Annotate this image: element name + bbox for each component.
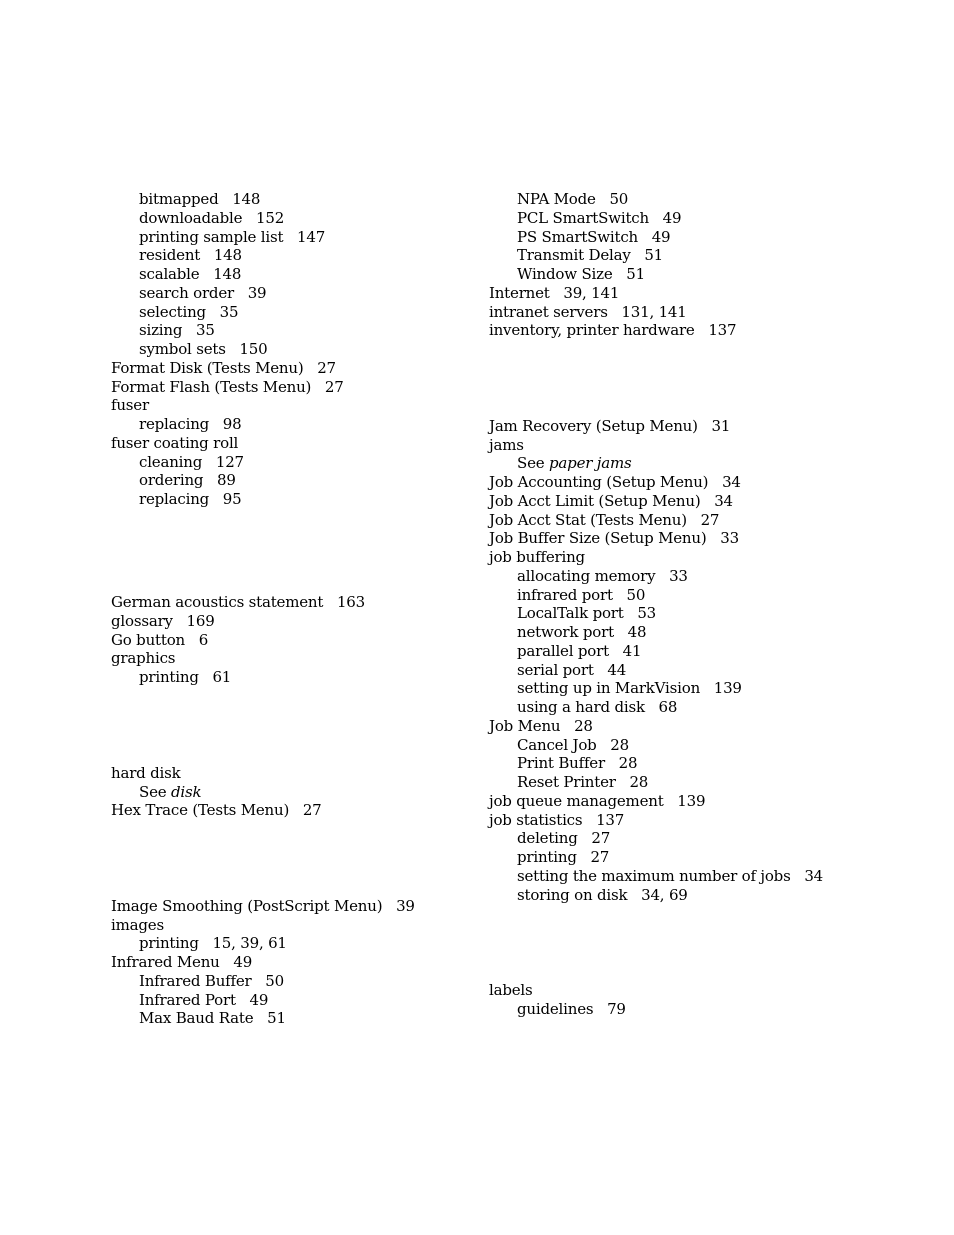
index-page-numbers: 50	[626, 585, 646, 604]
index-term: using a hard disk	[517, 698, 645, 717]
index-page-numbers: 27	[700, 510, 720, 529]
index-subentry	[111, 415, 491, 434]
index-entry	[489, 436, 889, 455]
index-page-numbers: 27	[324, 377, 344, 396]
index-subentry	[489, 586, 889, 605]
index-page-numbers: 34	[714, 491, 733, 510]
index-page-numbers: 50	[265, 971, 284, 990]
index-subentry	[111, 668, 491, 687]
index-page-numbers: 34	[804, 866, 823, 885]
index-page-numbers: 147	[297, 227, 326, 246]
index-term: symbol sets	[139, 340, 226, 358]
index-term: intranet servers	[489, 302, 608, 321]
index-page-numbers: 79	[607, 1000, 626, 1018]
index-term: Reset Printer	[517, 773, 616, 792]
index-entry	[111, 649, 491, 668]
index-term: printing	[517, 848, 577, 867]
index-term: Job Buffer Size (Setup Menu)	[489, 529, 707, 548]
index-term: fuser coating roll	[111, 433, 239, 452]
index-column-right	[489, 190, 889, 1019]
index-term: sizing	[139, 321, 183, 340]
index-term: NPA Mode	[517, 190, 596, 208]
index-subentry	[489, 829, 889, 848]
index-term: inventory, printer hardware	[489, 321, 695, 340]
see-target: disk	[171, 782, 202, 801]
index-term: Job Acct Stat (Tests Menu)	[489, 510, 687, 529]
index-term: downloadable	[139, 208, 243, 227]
index-term: infrared port	[517, 585, 613, 604]
index-subentry	[489, 604, 889, 623]
index-page-numbers: 163	[336, 593, 365, 612]
index-subentry	[489, 679, 889, 698]
index-term: LocalTalk port	[517, 604, 624, 623]
index-term: Print Buffer	[517, 754, 605, 773]
index-subentry	[111, 490, 491, 509]
index-page-numbers: 27	[590, 848, 610, 867]
index-subentry	[111, 934, 491, 953]
index-term: cleaning	[139, 452, 203, 471]
index-term: bitmapped	[139, 190, 219, 208]
index-term: Transmit Delay	[517, 246, 631, 265]
index-subentry	[489, 1000, 889, 1019]
index-term: Infrared Port	[139, 990, 236, 1009]
index-page-numbers: 127	[215, 452, 244, 471]
index-subentry	[489, 623, 889, 642]
index-page-numbers: 48	[627, 623, 647, 642]
index-term: scalable	[139, 265, 200, 283]
index-page-numbers: 27	[317, 358, 336, 377]
index-entry	[111, 593, 491, 612]
index-page-numbers: 131, 141	[621, 302, 687, 321]
index-term: Go button	[111, 630, 185, 649]
index-entry	[489, 811, 889, 830]
index-term: storing on disk	[517, 885, 628, 904]
index-subentry	[111, 209, 491, 228]
index-subentry	[111, 246, 491, 265]
index-subentry	[489, 754, 889, 773]
index-term: Hex Trace (Tests Menu)	[111, 801, 290, 820]
index-page-numbers: 137	[596, 810, 625, 829]
index-term: allocating memory	[517, 566, 656, 585]
index-entry	[111, 897, 491, 916]
index-entry	[489, 321, 889, 340]
see-prefix: See	[139, 782, 167, 801]
index-page-numbers: 68	[658, 698, 678, 717]
index-term: jams	[489, 435, 524, 454]
index-term: images	[111, 915, 164, 934]
index-subentry	[489, 209, 889, 228]
index-subentry	[489, 773, 889, 792]
index-entry	[489, 511, 889, 530]
index-term: printing	[139, 934, 199, 953]
index-term: job buffering	[489, 548, 585, 567]
index-entry	[111, 396, 491, 415]
see-prefix: See	[517, 454, 545, 473]
index-subentry	[111, 991, 491, 1010]
index-page-numbers: 150	[239, 340, 268, 358]
index-subentry	[489, 886, 889, 905]
index-page-numbers: 51	[626, 265, 645, 283]
index-term: Max Baud Rate	[139, 1009, 254, 1028]
index-entry	[111, 434, 491, 453]
index-entry	[111, 764, 491, 783]
index-page-numbers: 34, 69	[641, 885, 688, 904]
index-entry	[489, 981, 889, 1000]
index-term: setting the maximum number of jobs	[517, 866, 791, 885]
index-subentry	[489, 867, 889, 886]
index-subentry	[489, 661, 889, 680]
index-entry	[489, 473, 889, 492]
index-page-numbers: 27	[302, 801, 322, 820]
index-term: Job Acct Limit (Setup Menu)	[489, 491, 701, 510]
index-subentry	[489, 190, 889, 209]
index-page-numbers: 33	[669, 566, 688, 585]
index-page-numbers: 35	[195, 321, 215, 340]
index-entry	[489, 492, 889, 511]
index-term: replacing	[139, 490, 210, 508]
index-term: Cancel Job	[517, 735, 597, 754]
index-page-numbers: 148	[232, 190, 261, 208]
letter-group-spacer	[489, 340, 889, 417]
index-page-numbers: 39, 141	[563, 283, 620, 302]
index-term: glossary	[111, 611, 173, 630]
index-entry	[111, 378, 491, 397]
index-subentry	[489, 228, 889, 247]
index-subentry	[111, 190, 491, 209]
index-page-numbers: 49	[651, 227, 671, 246]
index-subentry	[111, 453, 491, 472]
index-term: Format Disk (Tests Menu)	[111, 358, 304, 377]
index-term: Internet	[489, 283, 550, 302]
index-term: graphics	[111, 649, 176, 668]
index-page-numbers: 39	[247, 283, 267, 302]
index-term: ordering	[139, 471, 204, 490]
index-see-reference	[489, 454, 889, 473]
index-page-numbers: 28	[618, 754, 638, 773]
index-subentry	[111, 265, 491, 284]
index-page-numbers: 28	[574, 716, 593, 735]
index-page-numbers: 33	[720, 529, 739, 548]
index-term: Job Menu	[489, 716, 561, 735]
index-page-numbers: 148	[213, 246, 242, 265]
index-term: labels	[489, 981, 533, 1000]
index-page-numbers: 61	[212, 668, 232, 687]
letter-group-spacer	[111, 820, 491, 897]
index-term: search order	[139, 283, 234, 302]
index-term: printing	[139, 668, 199, 687]
index-term: deleting	[517, 829, 578, 848]
index-page-numbers: 49	[233, 953, 253, 972]
index-page-numbers: 28	[610, 735, 629, 754]
index-term: replacing	[139, 415, 210, 433]
index-subentry	[489, 567, 889, 586]
index-entry	[111, 801, 491, 820]
index-page-numbers: 41	[622, 641, 642, 660]
index-subentry	[489, 736, 889, 755]
index-term: serial port	[517, 660, 594, 679]
index-term: setting up in MarkVision	[517, 679, 701, 698]
index-entry	[489, 284, 889, 303]
index-see-reference	[111, 783, 491, 802]
index-entry	[489, 792, 889, 811]
index-page-numbers: 15, 39, 61	[212, 934, 287, 953]
index-term: Jam Recovery (Setup Menu)	[489, 416, 698, 435]
index-term: resident	[139, 246, 201, 265]
index-term: Infrared Buffer	[139, 971, 252, 990]
see-target: paper jams	[549, 454, 632, 473]
index-page-numbers: 39	[396, 896, 415, 915]
index-term: PS SmartSwitch	[517, 227, 638, 246]
index-entry	[111, 953, 491, 972]
index-page-numbers: 139	[713, 679, 742, 698]
index-page-numbers: 148	[213, 265, 242, 283]
index-term: hard disk	[111, 763, 181, 782]
letter-group-spacer	[489, 904, 889, 981]
index-subentry	[111, 1009, 491, 1028]
index-page-numbers: 34	[722, 473, 741, 492]
index-page-numbers: 169	[186, 611, 215, 630]
index-subentry	[111, 972, 491, 991]
index-term: Image Smoothing (PostScript Menu)	[111, 896, 383, 915]
index-page-numbers: 95	[222, 490, 242, 508]
index-term: PCL SmartSwitch	[517, 208, 649, 227]
index-page-numbers: 6	[198, 630, 209, 649]
index-page-numbers: 139	[677, 791, 706, 810]
index-entry	[489, 717, 889, 736]
index-page-numbers: 98	[222, 415, 242, 433]
index-page-numbers: 51	[644, 246, 664, 265]
index-page-numbers: 89	[217, 471, 236, 490]
index-page-numbers: 53	[637, 604, 657, 623]
index-page-numbers: 35	[219, 302, 239, 321]
index-entry	[111, 631, 491, 650]
index-subentry	[111, 471, 491, 490]
index-page-numbers: 49	[662, 208, 682, 227]
index-term: parallel port	[517, 641, 609, 660]
index-term: Window Size	[517, 265, 613, 283]
index-term: job queue management	[489, 791, 664, 810]
index-entry	[489, 303, 889, 322]
index-subentry	[489, 265, 889, 284]
index-term: guidelines	[517, 1000, 594, 1018]
index-page-numbers: 31	[711, 416, 731, 435]
index-term: printing sample list	[139, 227, 284, 246]
index-subentry	[489, 642, 889, 661]
index-column-left	[111, 190, 491, 1028]
index-page-numbers: 44	[607, 660, 627, 679]
index-term: job statistics	[489, 810, 583, 829]
index-page-numbers: 152	[256, 208, 285, 227]
index-term: network port	[517, 623, 614, 642]
index-term: Job Accounting (Setup Menu)	[489, 473, 709, 492]
index-entry	[111, 359, 491, 378]
index-page-numbers: 28	[629, 773, 649, 792]
index-subentry	[111, 321, 491, 340]
index-entry	[111, 916, 491, 935]
index-entry	[111, 612, 491, 631]
index-entry	[489, 417, 889, 436]
index-subentry	[111, 303, 491, 322]
index-entry	[489, 548, 889, 567]
index-subentry	[489, 848, 889, 867]
letter-group-spacer	[111, 687, 491, 764]
index-term: fuser	[111, 396, 149, 415]
index-page-numbers: 49	[249, 990, 269, 1009]
index-subentry	[489, 698, 889, 717]
index-subentry	[489, 246, 889, 265]
index-term: Infrared Menu	[111, 953, 220, 972]
index-subentry	[111, 284, 491, 303]
index-term: selecting	[139, 302, 206, 321]
letter-group-spacer	[111, 509, 491, 593]
index-page-numbers: 50	[609, 190, 629, 208]
index-term: German acoustics statement	[111, 593, 324, 612]
index-page-numbers: 51	[267, 1009, 286, 1028]
index-subentry	[111, 340, 491, 359]
index-entry	[489, 529, 889, 548]
index-page-numbers: 137	[708, 321, 737, 340]
index-page-numbers: 27	[591, 829, 611, 848]
index-term: Format Flash (Tests Menu)	[111, 377, 312, 396]
index-subentry	[111, 228, 491, 247]
